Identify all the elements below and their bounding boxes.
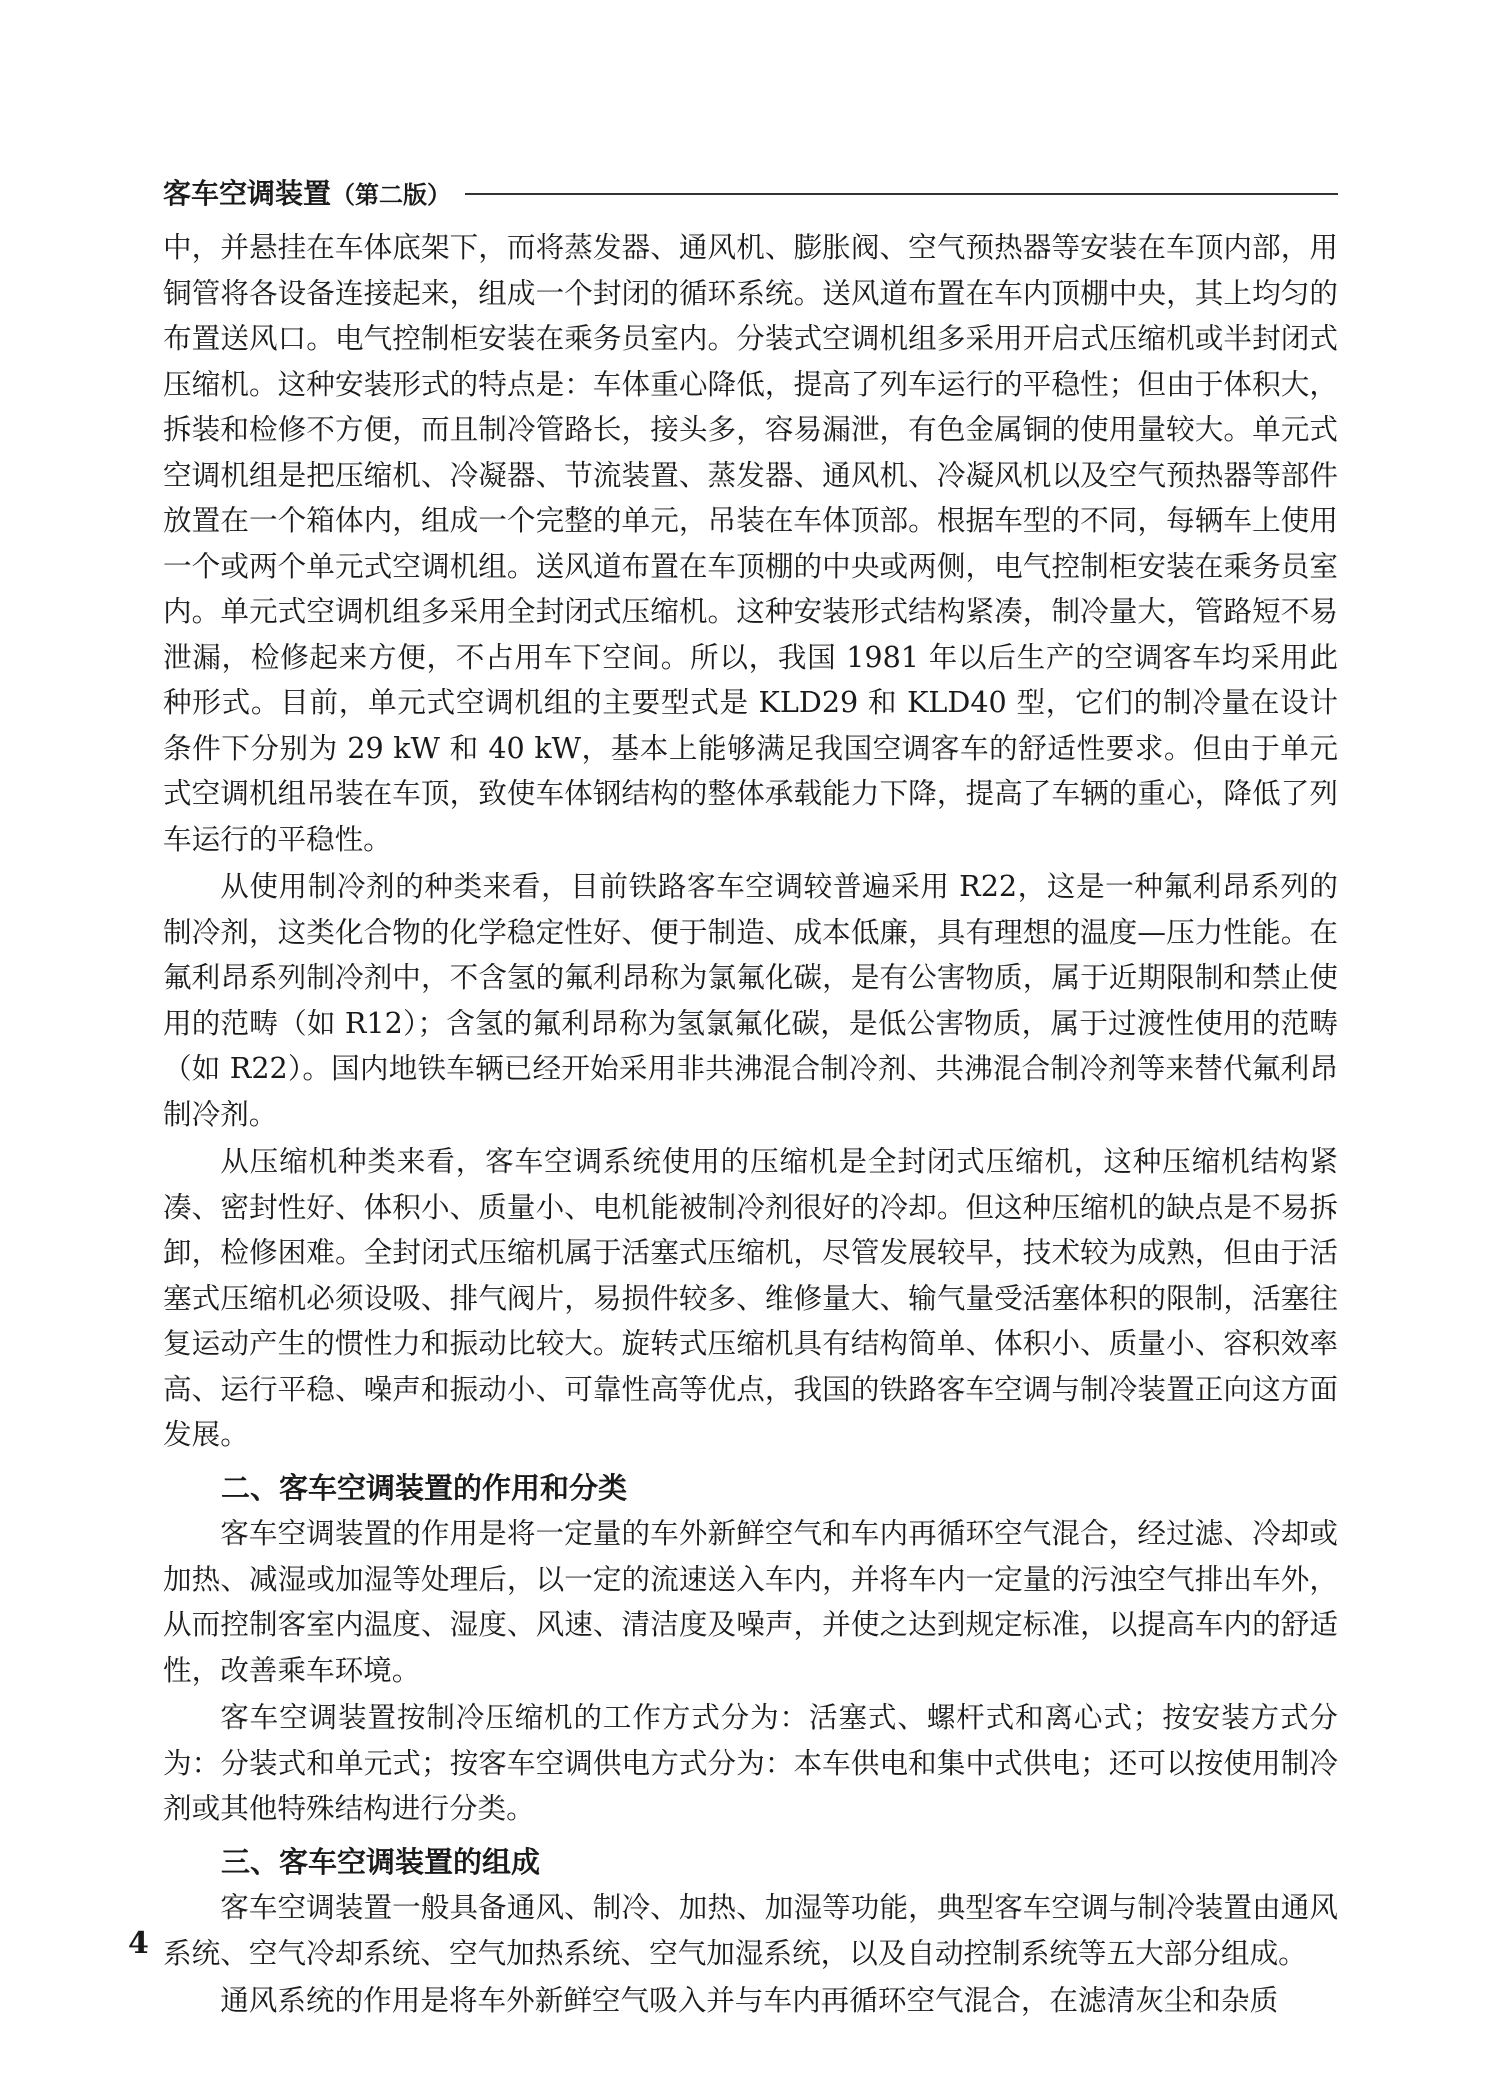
book-edition: （第二版） (331, 180, 452, 209)
section-heading-function: 二、客车空调装置的作用和分类 (221, 1470, 628, 1505)
book-title: 客车空调装置 (163, 177, 332, 210)
paragraph-refrigerant: 从使用制冷剂的种类来看，目前铁路客车空调较普遍采用 R22，这是一种氟利昂系列的制冷剂，这类化合物的化学稳定性好、便于制造、成本低廉，具有理想的温度—压力性能。在氟利昂系列制冷剂中，不含氢的氟利昂称为氯氟化碳，是有公害物质，属于近期限制和禁止使用的范畴（如 R12）；含氢的氟利昂称为氢氯氟化碳，是低公害物质，属于过渡性使用的范畴（如 R22）。国内地铁车辆已经开始采用非共沸混合制冷剂、共沸混合制冷剂等来替代氟利昂制冷剂。 (163, 869, 1338, 1131)
paragraph-function: 客车空调装置的作用是将一定量的车外新鲜空气和车内再循环空气混合，经过滤、冷却或加热、减湿或加湿等处理后，以一定的流速送入车内，并将车内一定量的污浊空气排出车外，从而控制客室内温度、湿度、风速、清洁度及噪声，并使之达到规定标准，以提高车内的舒适性，改善乘车环境。 (163, 1516, 1338, 1687)
section-heading-composition: 三、客车空调装置的组成 (221, 1844, 541, 1879)
page-body (163, 225, 1338, 2024)
running-header (163, 172, 1338, 212)
paragraph-compressor: 从压缩机种类来看，客车空调系统使用的压缩机是全封闭式压缩机，这种压缩机结构紧凑、密封性好、体积小、质量小、电机能被制冷剂很好的冷却。但这种压缩机的缺点是不易拆卸，检修困难。全封闭式压缩机属于活塞式压缩机，尽管发展较早，技术较为成熟，但由于活塞式压缩机必须设吸、排气阀片，易损件较多、维修量大、输气量受活塞体积的限制，活塞往复运动产生的惯性力和振动比较大。旋转式压缩机具有结构简单、体积小、质量小、容积效率高、运行平稳、噪声和振动小、可靠性高等优点，我国的铁路客车空调与制冷装置正向这方面发展。 (163, 1144, 1338, 1451)
paragraph-ventilation: 通风系统的作用是将车外新鲜空气吸入并与车内再循环空气混合，在滤清灰尘和杂质 (220, 1983, 1279, 2017)
paragraph-classification: 客车空调装置按制冷压缩机的工作方式分为：活塞式、螺杆式和离心式；按安装方式分为：分装式和单元式；按客车空调供电方式分为：本车供电和集中式供电；还可以按使用制冷剂或其他特殊结构进行分类。 (163, 1700, 1338, 1825)
header-rule (465, 193, 1338, 195)
paragraph-continued: 中，并悬挂在车体底架下，而将蒸发器、通风机、膨胀阀、空气预热器等安装在车顶内部，用铜管将各设备连接起来，组成一个封闭的循环系统。送风道布置在车内顶棚中央，其上均匀的布置送风口。电气控制柜安装在乘务员室内。分装式空调机组多采用开启式压缩机或半封闭式压缩机。这种安装形式的特点是：车体重心降低，提高了列车运行的平稳性；但由于体积大，拆装和检修不方便，而且制冷管路长，接头多，容易漏泄，有色金属铜的使用量较大。单元式空调机组是把压缩机、冷凝器、节流装置、蒸发器、通风机、冷凝风机以及空气预热器等部件放置在一个箱体内，组成一个完整的单元，吊装在车体顶部。根据车型的不同，每辆车上使用一个或两个单元式空调机组。送风道布置在车顶棚的中央或两侧，电气控制柜安装在乘务员室内。单元式空调机组多采用全封闭式压缩机。这种安装形式结构紧凑，制冷量大，管路短不易泄漏，检修起来方便，不占用车下空间。所以，我国 1981 年以后生产的空调客车均采用此种形式。目前，单元式空调机组的主要型式是 KLD29 和 KLD40 型，它们的制冷量在设计条件下分别为 29 kW 和 40 kW，基本上能够满足我国空调客车的舒适性要求。但由于单元式空调机组吊装在车顶，致使车体钢结构的整体承载能力下降，提高了车辆的重心，降低了列车运行的平稳性。 (163, 230, 1338, 856)
page-number: 4 (128, 1926, 149, 1961)
paragraph-composition: 客车空调装置一般具备通风、制冷、加热、加湿等功能，典型客车空调与制冷装置由通风系统、空气冷却系统、空气加热系统、空气加湿系统，以及自动控制系统等五大部分组成。 (163, 1890, 1338, 1970)
